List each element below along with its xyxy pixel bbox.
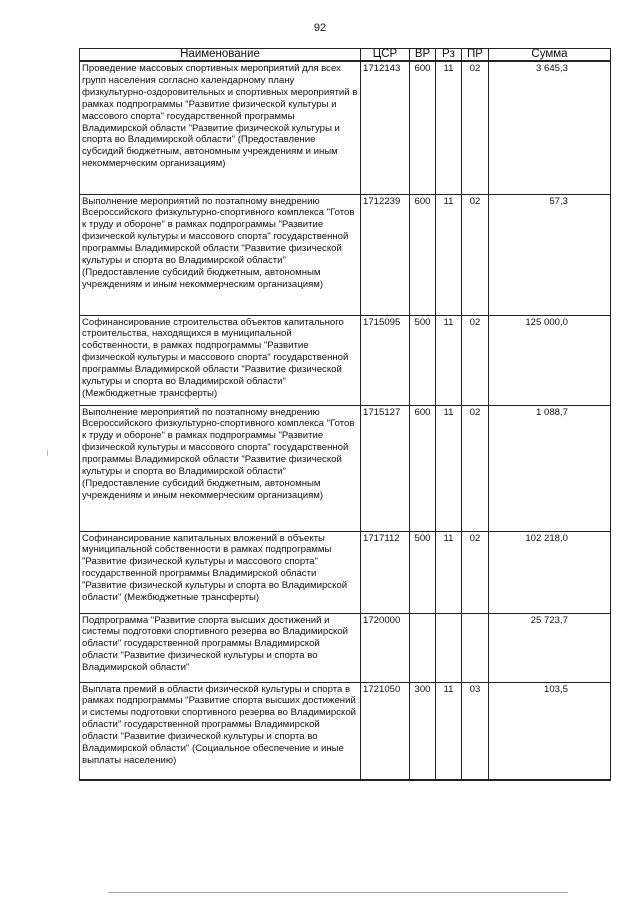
row-name: Выполнение мероприятий по поэтапному внедрению Всероссийского физкультурно-спортивного комплекса "Готов к труду и обороне" в рамках подпрограммы "Развитие физической культуры и массового спорта" государственной программы Владимирской области "Развитие физической культуры и спорта во Владимирской области" (Предоставление субсидий бюджетным, автономным учреждениям и иным некоммерческим организациям) [80, 405, 361, 531]
row-name: Выполнение мероприятий по поэтапному внедрению Всероссийского физкультурно-спортивного комплекса "Готов к труду и обороне" в рамках подпрограммы "Развитие физической культуры и массового спорта" государственной программы Владимирской области "Развитие физической культуры и спорта во Владимирской области" (Предоставление субсидий бюджетным, автономным учреждениям и иным некоммерческим организациям) [80, 194, 361, 315]
header-name: Наименование [80, 49, 361, 62]
row-pr: 02 [462, 194, 489, 315]
row-rz: 11 [436, 682, 462, 780]
table-row [80, 682, 611, 780]
row-rz: 11 [436, 194, 462, 315]
row-csr: 1712143 [361, 61, 410, 194]
row-pr [462, 613, 489, 682]
table-row [80, 405, 611, 531]
row-pr: 03 [462, 682, 489, 780]
row-name: Выплата премий в области физической культуры и спорта в рамках подпрограммы "Развитие спорта высших достижений и системы подготовки спортивного резерва во Владимирской области" государственной программы Владимирской области "Развитие физической культуры и спорта во Владимирской области" (Социальное обеспечение и иные выплаты населению) [80, 682, 361, 780]
row-name: Проведение массовых спортивных мероприятий для всех групп населения согласно календарному плану физкультурно-оздоровительных и спортивных мероприятий в рамках подпрограммы "Развитие физической культуры и массового спорта" государственной программы Владимирской области "Развитие физической культуры и спорта во Владимирской области" (Предоставление субсидий бюджетным, автономным учреждениям и иным некоммерческим организациям) [80, 61, 361, 194]
row-sum: 102 218,0 [489, 531, 611, 613]
row-name: Софинансирование строительства объектов капитального строительства, находящихся в муниципальной собственности, в рамках подпрограммы "Развитие физической культуры и массового спорта" государственной программы Владимирской области "Развитие физической культуры и спорта во Владимирской области" (Межбюджетные трансферты) [80, 315, 361, 405]
row-sum: 3 645,3 [489, 61, 611, 194]
row-csr: 1712239 [361, 194, 410, 315]
row-name: Софинансирование капитальных вложений в объекты муниципальной собственности в рамках подпрограммы "Развитие физической культуры и массового спорта" государственной программы Владимирской области "Развитие физической культуры и спорта во Владимирской области" (Межбюджетные трансферты) [80, 531, 361, 613]
footer-divider [108, 892, 568, 893]
row-rz: 11 [436, 405, 462, 531]
row-vr: 500 [410, 531, 436, 613]
row-vr: 500 [410, 315, 436, 405]
row-csr: 1715127 [361, 405, 410, 531]
row-sum: 1 088,7 [489, 405, 611, 531]
row-sum: 57,3 [489, 194, 611, 315]
scan-artifact [47, 450, 48, 456]
table-row [80, 194, 611, 315]
row-csr: 1720000 [361, 613, 410, 682]
header-pr: ПР [462, 49, 489, 62]
table-row [80, 315, 611, 405]
row-pr: 02 [462, 315, 489, 405]
table-row [80, 613, 611, 682]
row-vr: 600 [410, 405, 436, 531]
header-rz: Рз [436, 49, 462, 62]
row-name: Подпрограмма "Развитие спорта высших достижений и системы подготовки спортивного резерва во Владимирской области" государственной программы Владимирской области "Развитие физической культуры и спорта во Владимирской области" [80, 613, 361, 682]
row-csr: 1715095 [361, 315, 410, 405]
header-sum: Сумма [489, 49, 611, 62]
row-rz: 11 [436, 531, 462, 613]
row-pr: 02 [462, 531, 489, 613]
row-pr: 02 [462, 61, 489, 194]
page-number: 92 [313, 22, 327, 34]
row-rz: 11 [436, 315, 462, 405]
row-csr: 1721050 [361, 682, 410, 780]
row-rz [436, 613, 462, 682]
header-vr: ВР [410, 49, 436, 62]
budget-table [79, 48, 611, 781]
row-vr: 600 [410, 61, 436, 194]
table-row [80, 61, 611, 194]
row-pr: 02 [462, 405, 489, 531]
table-header-row [80, 49, 611, 62]
table-row [80, 531, 611, 613]
row-vr: 600 [410, 194, 436, 315]
row-vr: 300 [410, 682, 436, 780]
row-vr [410, 613, 436, 682]
header-csr: ЦСР [361, 49, 410, 62]
row-rz: 11 [436, 61, 462, 194]
row-sum: 125 000,0 [489, 315, 611, 405]
row-sum: 103,5 [489, 682, 611, 780]
row-csr: 1717112 [361, 531, 410, 613]
row-sum: 25 723,7 [489, 613, 611, 682]
